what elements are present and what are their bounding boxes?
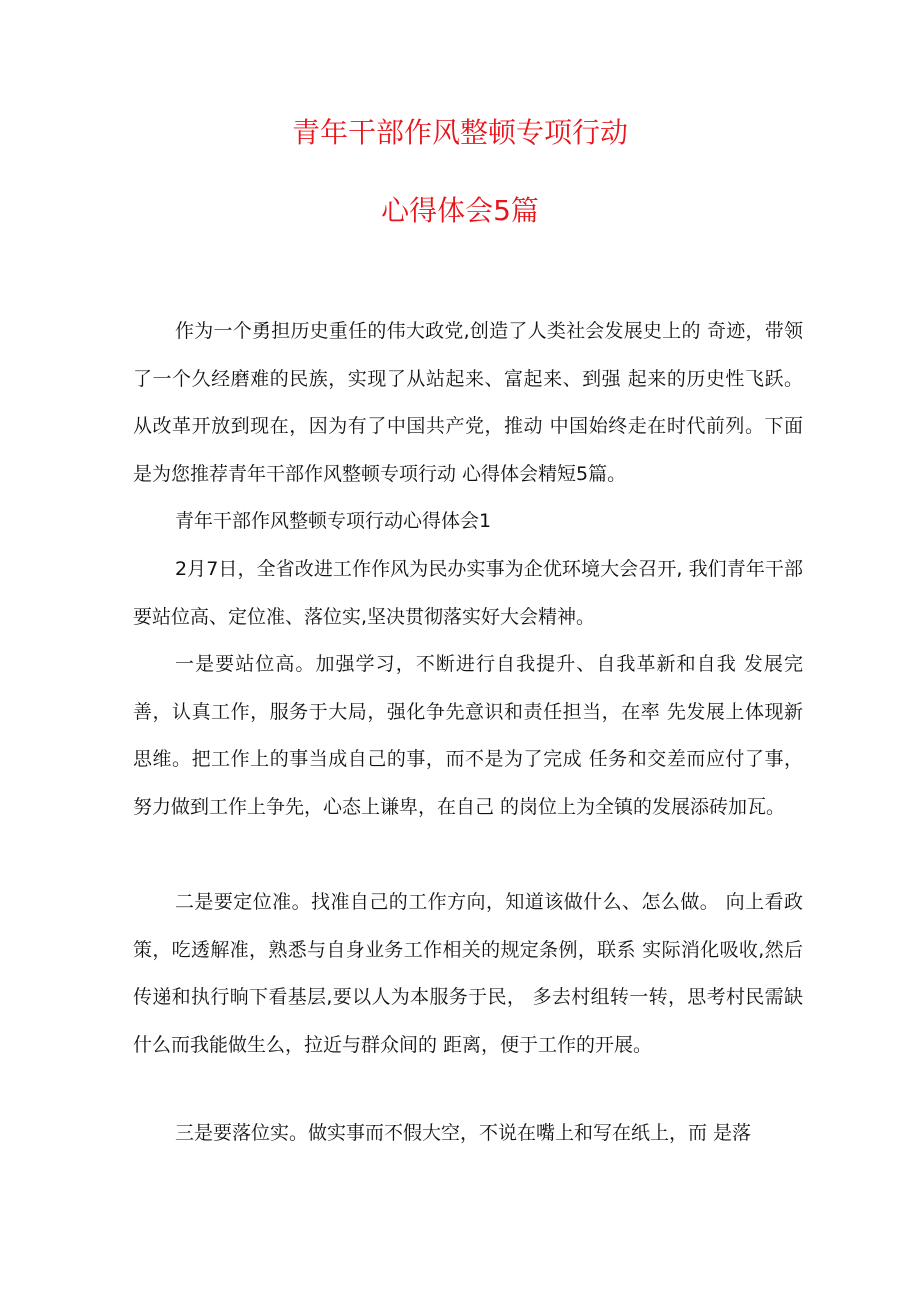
date-paragraph: 2月7日，全省改进工作作风为民办实事为企优环境大会召开, 我们青年干部要站位高、定位准、落位实,坚决贯彻落实好大会精神。: [133, 558, 803, 628]
intro-paragraph: 作为一个勇担历史重任的伟大政党,创造了人类社会发展史上的 奇迹，带领了一个久经磨难的民族，实现了从站起来、富起来、到强 起来的历史性飞跃。从改革开放到现在，因为有了中国共产党，推动 中国始终走在时代前列。下面是为您推荐青年干部作风整顿专项行动 心得体会精短5篇。: [133, 320, 803, 485]
point-one-paragraph: 一是要站位高。加强学习，不断进行自我提升、自我革新和自我 发展完善，认真工作，服务于大局，强化争先意识和责任担当，在率 先发展上体现新思维。把工作上的事当成自己的事，而不是为了完成 任务和交差而应付了事，努力做到工作上争先，心态上谦卑，在自己 的岗位上为全镇的发展添砖加瓦。: [133, 653, 803, 818]
document-title-line1: 青年干部作风整顿专项行动: [291, 116, 628, 149]
section-subtitle: 青年干部作风整顿专项行动心得体会1: [175, 510, 492, 532]
point-two-paragraph: 二是要定位准。找准自己的工作方向，知道该做什么、怎么做。 向上看政策，吃透解准，熟悉与自身业务工作相关的规定条例，联系 实际消化吸收,然后传递和执行晌下看基层,要以人为本服务于民， 多去村组转一转，思考村民需缺什么而我能做生么，拉近与群众间的 距离，便于工作的开展。: [133, 891, 803, 1056]
document-title-line2: 心得体会5篇: [381, 194, 539, 227]
point-three-paragraph: 三是要落位实。做实事而不假大空，不说在嘴上和写在纸上，而 是落: [175, 1122, 752, 1144]
